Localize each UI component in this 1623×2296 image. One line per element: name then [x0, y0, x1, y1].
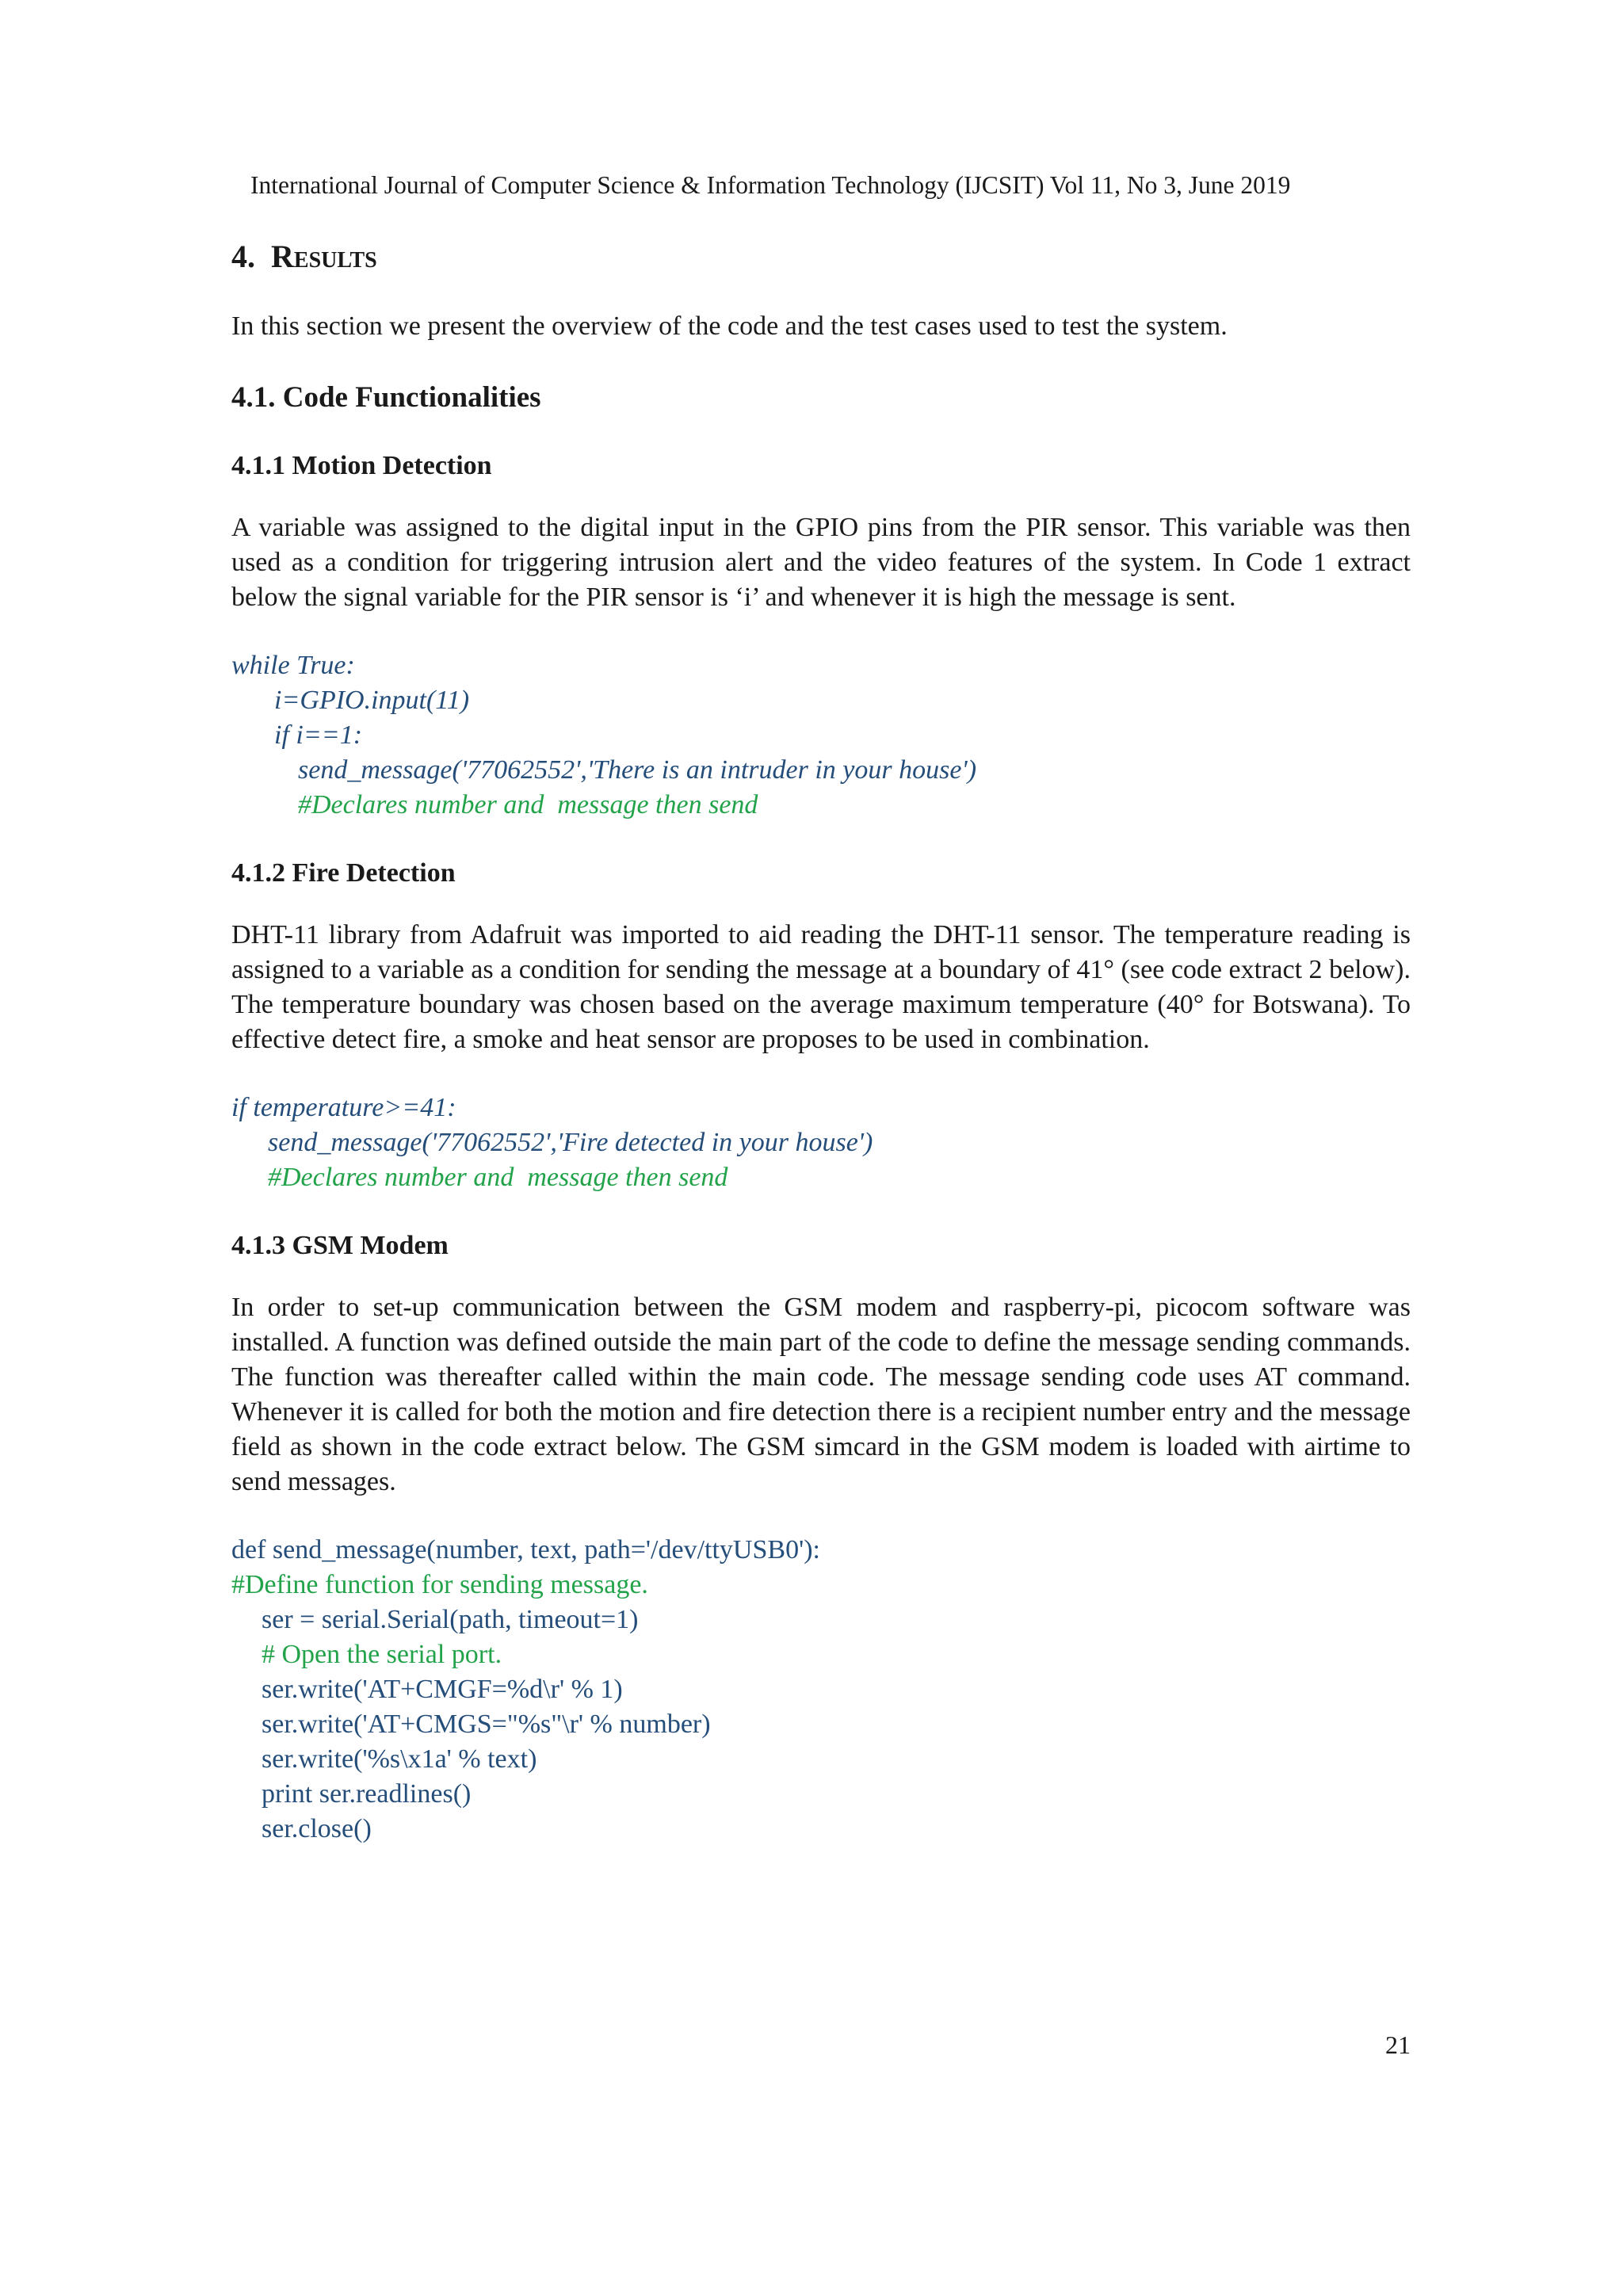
motion-paragraph: A variable was assigned to the digital input in the GPIO pins from the PIR sensor. This variable was then used as a condition for triggering intrusion alert and the video features of the system. In Code 1 extract below the signal variable for the PIR sensor is ‘i’ and whenever it is high the message is sent. — [231, 513, 1411, 612]
page-content — [231, 235, 1411, 1878]
section-heading — [231, 235, 1411, 279]
code-comment: #Define function for sending message. — [231, 1570, 648, 1599]
code-comment: # Open the serial port. — [262, 1640, 502, 1669]
motion-heading: 4.1.1 Motion Detection — [231, 451, 492, 480]
intro-paragraph: In this section we present the overview of the code and the test cases used to test the system. — [231, 311, 1228, 341]
code-line: i=GPIO.input(11) — [274, 686, 470, 715]
subsection-heading: 4.1. Code Functionalities — [231, 381, 541, 414]
code-line: print ser.readlines() — [262, 1779, 472, 1809]
gsm-code-block — [231, 1533, 1411, 1847]
code-line: while True: — [231, 651, 355, 680]
code-line: ser.write('AT+CMGS="%s"\r' % number) — [262, 1710, 711, 1739]
section-title: Results — [271, 239, 377, 274]
gsm-paragraph: In order to set-up communication between the GSM modem and raspberry-pi, picocom software was installed. A function was defined outside the main part of the code to define the message sending commands. The function was thereafter called within the main code. The message sending code uses AT command. Whenever it is called for both the motion and fire detection there is a recipient number entry and the message field as shown in the code extract below. The GSM simcard in the GSM modem is loaded with airtime to send messages. — [231, 1293, 1411, 1496]
code-line: send_message('77062552','There is an intruder in your house') — [298, 755, 977, 785]
code-line: ser.close() — [262, 1814, 372, 1843]
code-line: ser.write('AT+CMGF=%d\r' % 1) — [262, 1675, 623, 1704]
code-line: send_message('77062552','Fire detected in your house') — [268, 1128, 873, 1157]
code-comment: #Declares number and message then send — [298, 790, 758, 819]
fire-paragraph: DHT-11 library from Adafruit was imported to aid reading the DHT-11 sensor. The temperature reading is assigned to a variable as a condition for sending the message at a boundary of 41° (see code extract 2 below). The temperature boundary was chosen based on the average maximum temperature (40° for Botswana). To effective detect fire, a smoke and heat sensor are proposes to be used in combination. — [231, 920, 1411, 1054]
motion-code-block — [231, 648, 1411, 823]
running-header: International Journal of Computer Science & Information Technology (IJCSIT) Vol 11, No 3, June 2019 — [250, 171, 1291, 199]
code-line: if temperature>=41: — [231, 1093, 456, 1122]
gsm-heading: 4.1.3 GSM Modem — [231, 1231, 449, 1260]
code-line: ser = serial.Serial(path, timeout=1) — [262, 1605, 639, 1634]
fire-code-block — [231, 1091, 1411, 1195]
code-line: if i==1: — [274, 720, 363, 750]
page-number: 21 — [1385, 2030, 1411, 2059]
section-number: 4. — [231, 239, 255, 274]
code-line: ser.write('%s\x1a' % text) — [262, 1744, 537, 1774]
fire-heading: 4.1.2 Fire Detection — [231, 858, 456, 888]
code-comment: #Declares number and message then send — [268, 1163, 728, 1192]
code-line: def send_message(number, text, path='/dev/ttyUSB0'): — [231, 1535, 820, 1564]
